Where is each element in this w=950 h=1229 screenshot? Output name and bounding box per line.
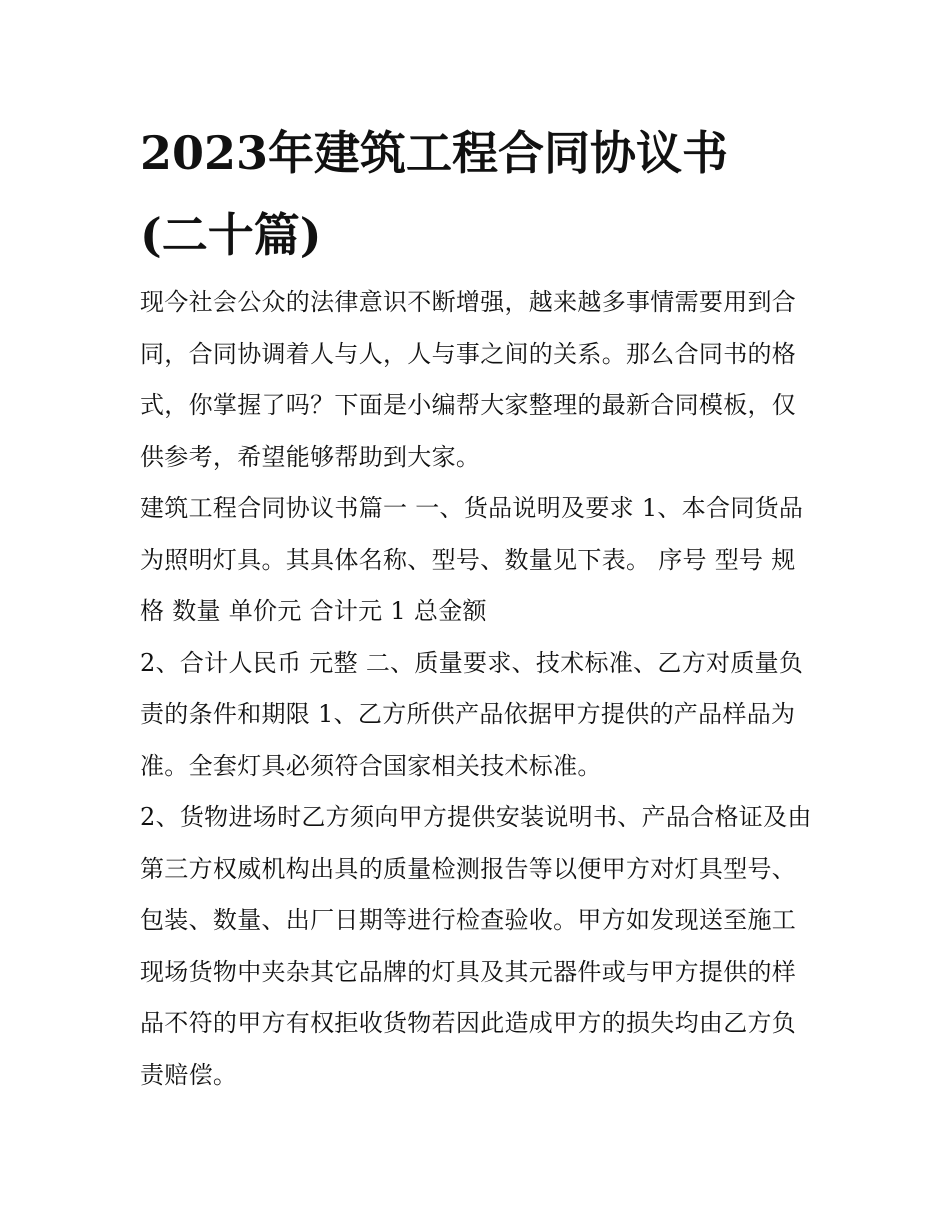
title-line-2: (二十篇) [140,208,322,262]
title-line-1: 2023年建筑工程合同协议书 [140,126,729,180]
paragraph-delivery-inspection: 2、货物进场时乙方须向甲方提供安装说明书、产品合格证及由第三方权威机构出具的质量检测报告等以便甲方对灯具型号、包装、数量、出厂日期等进行检查验收。甲方如发现送至施工现场货物中夹杂其它品牌的灯具及其元器件或与甲方提供的样品不符的甲方有权拒收货物若因此造成甲方的损失均由乙方负责赔偿。 [140,803,812,1089]
document-body [140,277,812,1101]
document-title [140,112,820,276]
paragraph-intro: 现今社会公众的法律意识不断增强，越来越多事情需要用到合同，合同协调着人与人，人与事之间的关系。那么合同书的格式，你掌握了吗？下面是小编帮大家整理的最新合同模板，仅供参考，希望能够帮助到大家。 [140,288,797,471]
paragraph-quality-requirements: 2、合计人民币 元整 二、质量要求、技术标准、乙方对质量负责的条件和期限 1、乙方所供产品依据甲方提供的产品样品为准。全套灯具必须符合国家相关技术标准。 [140,648,804,780]
paragraph-goods-description: 建筑工程合同协议书篇一 一、货品说明及要求 1、本合同货品为照明灯具。其具体名称、型号、数量见下表。 序号 型号 规格 数量 单价元 合计元 1 总金额 [140,494,804,625]
